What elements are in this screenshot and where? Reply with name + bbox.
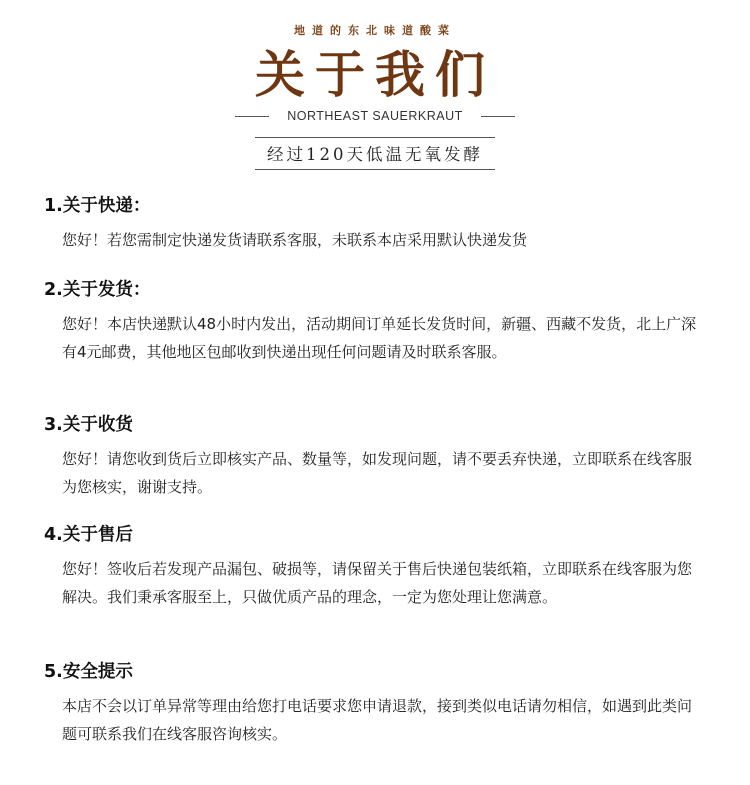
section-title: 4.关于售后	[44, 525, 133, 545]
section-body: 本店不会以订单异常等理由给您打电话要求您申请退款，接到类似电话请勿相信，如遇到此类问题可联系我们在线客服咨询核实。	[62, 697, 693, 743]
right-divider-line	[481, 116, 515, 117]
header-tagline: 地道的东北味道酸菜	[294, 24, 456, 37]
slogan-banner: 经过120天低温无氧发酵	[255, 137, 495, 170]
section-body: 您好！请您收到货后立即核实产品、数量等，如发现问题，请不要丢弃快递，立即联系在线客服为您核实，谢谢支持。	[62, 450, 693, 496]
page-subtitle: NORTHEAST SAUERKRAUT	[287, 109, 463, 123]
page-title: 关于我们	[255, 45, 495, 104]
section-shipping	[44, 194, 704, 255]
section-after-sales	[44, 523, 704, 611]
section-title: 5.安全提示	[44, 662, 133, 682]
subtitle-row	[0, 106, 750, 126]
section-title: 2.关于发货：	[44, 280, 151, 300]
section-title: 1.关于快递：	[44, 196, 151, 216]
section-dispatch	[44, 278, 704, 366]
left-divider-line	[235, 116, 269, 117]
slogan-wrap	[0, 137, 750, 170]
section-title: 3.关于收货	[44, 415, 133, 435]
section-receiving	[44, 413, 704, 501]
section-safety	[44, 660, 704, 748]
section-body: 您好！若您需制定快递发货请联系客服，未联系本店采用默认快递发货	[62, 231, 528, 249]
section-body: 您好！本店快递默认48小时内发出，活动期间订单延长发货时间，新疆、西藏不发货，北上广深有4元邮费，其他地区包邮收到快递出现任何问题请及时联系客服。	[62, 315, 697, 361]
section-body: 您好！签收后若发现产品漏包、破损等，请保留关于售后快递包装纸箱，立即联系在线客服为您解决。我们秉承客服至上，只做优质产品的理念，一定为您处理让您满意。	[62, 560, 693, 606]
